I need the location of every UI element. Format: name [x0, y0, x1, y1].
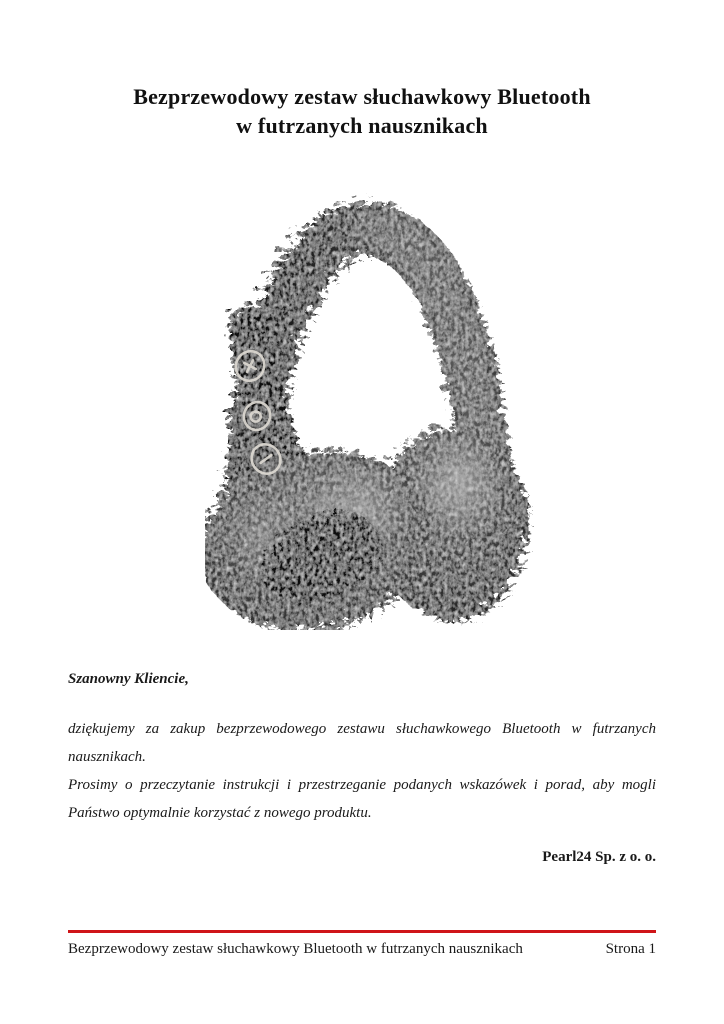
- footer-title: Bezprzewodowy zestaw słuchawkowy Bluetooth w futrzanych nausznikach: [68, 941, 523, 957]
- greeting: Szanowny Kliencie,: [68, 671, 189, 687]
- footer-rule: [68, 930, 656, 933]
- footer-row: [68, 939, 656, 959]
- company-signature: Pearl24 Sp. z o. o.: [542, 849, 656, 865]
- product-photo: [205, 192, 535, 630]
- page-title-line2: w futrzanych nausznikach: [236, 113, 488, 138]
- paragraph-thanks: dziękujemy za zakup bezprzewodowego zestawu słuchawkowego Bluetooth w futrzanych nausznikach.: [68, 721, 656, 765]
- page-title-line1: Bezprzewodowy zestaw słuchawkowy Bluetooth: [133, 84, 591, 109]
- paragraph-instructions: Prosimy o przeczytanie instrukcji i przestrzeganie podanych wskazówek i porad, aby mogli Państwo optymalnie korzystać z nowego produktu.: [68, 777, 656, 821]
- page-title: [0, 82, 724, 140]
- body-copy: [68, 715, 656, 827]
- furry-parts: [205, 225, 525, 630]
- headphones-illustration: [205, 192, 535, 630]
- page-footer: [68, 930, 656, 959]
- footer-page-number: Strona 1: [605, 941, 656, 957]
